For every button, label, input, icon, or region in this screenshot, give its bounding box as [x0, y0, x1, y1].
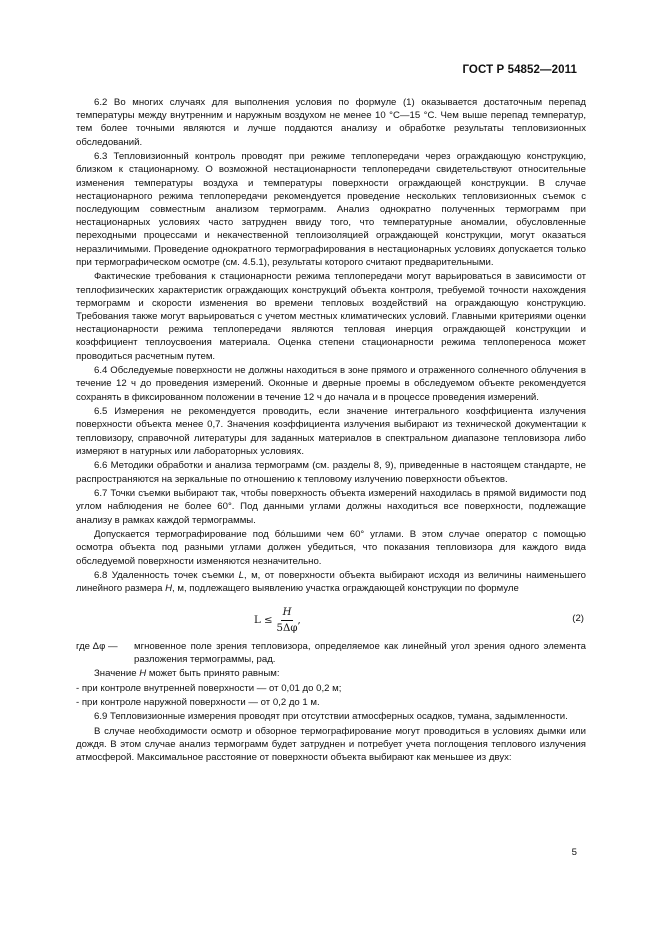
paragraph-6-6: 6.6 Методики обработки и анализа термограмм (см. разделы 8, 9), приведенные в настоящем стандарте, не распространяются на зеркальные по отношению к тепловому излучению поверхности объектов. [76, 460, 586, 485]
h-value-list [76, 682, 586, 709]
page-number: 5 [571, 847, 577, 858]
document-body [76, 96, 586, 766]
paragraph-6-3: 6.3 Тепловизионный контроль проводят при режиме теплопередачи через ограждающую конструкцию, близком к стационарному. О возможной нестационарности теплопередачи свидетельствуют относительные изменения температуры воздуха и температуры поверхности ограждающей конструкции. В случае нестационарного режима теплопередачи рекомендуется проведение нескольких тепловизионных съемок с последующим совместным анализом термограмм. Анализ однократно полученных термограмм при нестационарных условиях часто затруднен ввиду того, что температурные аномалии, обусловленные переходными процессами и некачественной теплоизоляцией ограждающей конструкции, могут оказаться неразличимыми. Проведение однократного термографирования в нестационарных условиях допускается только при термографическом осмотре (см. 4.5.1), результаты которого считают предварительными. [76, 151, 586, 268]
paragraph-6-3-continued: Фактические требования к стационарности режима теплопередачи могут варьироваться в зависимости от теплофизических характеристик ограждающих конструкций объекта контроля, требуемой точности нахождения термограмм и скорости изменения во времени тепловых воздействий на ограждающую конструкцию. Требования также могут варьироваться с учетом местных климатических условий. Главными критериями оценки нестационарности режима теплопередачи являются тепловая инерция ограждающей конструкции и коэффициент теплоусвоения материала. Оценка степени стационарности режима теплопереноса может проводиться расчетным путем. [76, 271, 586, 362]
where-clause [76, 640, 586, 666]
paragraph-6-7: 6.7 Точки съемки выбирают так, чтобы поверхность объекта измерений находилась в прямой видимости под углом наблюдения не более 60°. Под данными углами должны находиться все поверхности, подлежащие анализу в рамках каждой термограммы. [76, 488, 586, 526]
where-lead: где Δφ — [76, 640, 118, 652]
paragraph-6-5: 6.5 Измерения не рекомендуется проводить, если значение интегрального коэффициента излучения поверхности объекта менее 0,7. Значения коэффициента излучения выбирают из технической документации к тепловизору, справочной литературы для заданных материалов в спектральном диапазоне тепловизора либо измеряют в натурных или лабораторных условиях. [76, 406, 586, 457]
formula-fraction [277, 606, 298, 635]
formula-2 [76, 600, 586, 638]
h-value-intro: Значение H может быть принято равным: [94, 668, 280, 680]
formula-expression [254, 606, 301, 635]
paragraph-6-7-continued: Допускается термографирование под бо́льшими чем 60° углами. В этом случае оператор с помощью осмотра объекта под разными углами должен убедиться, что показания тепловизора для каждого вида обследуемой поверхности изменяются незначительно. [76, 529, 586, 567]
variable-H-2: H [139, 668, 147, 680]
formula-numerator: H [281, 606, 294, 621]
paragraph-6-9-continued: В случае необходимости осмотр и обзорное термографирование могут проводиться в условиях дымки или дождя. В этом случае анализ термограмм будет затруднен и потребует учета поглощения теплового излучения атмосферой. Максимальное расстояние от поверхности объекта выбирают как меньшее из двух: [76, 725, 586, 764]
standard-header: ГОСТ Р 54852—2011 [462, 64, 577, 76]
paragraph-6-4: 6.4 Обследуемые поверхности не должны находиться в зоне прямого и отраженного солнечного облучения в течение 12 ч до проведения измерений. Оконные и дверные проемы в обследуемом объекте рекомендуется сохранять в фиксированном положении в течение 12 ч до начала и в процессе проведения измерений. [76, 365, 586, 403]
list-item: - при контроле внутренней поверхности — от 0,01 до 0,2 м; [76, 682, 342, 694]
formula-trail: , [297, 614, 301, 626]
paragraph-6-2: 6.2 Во многих случаях для выполнения условия по формуле (1) оказывается достаточным перепад температуры между внутренним и наружным воздухом не менее 10 °С—15 °С. Чем выше перепад температур, тем более точными являются и лучше поддаются анализу и обработке результаты тепловизионных обследований. [76, 97, 586, 148]
variable-L: L [238, 570, 244, 582]
list-item: - при контроле наружной поверхности — от 0,2 до 1 м. [76, 696, 320, 708]
where-text: мгновенное поле зрения тепловизора, определяемое как линейный угол зрения одного элемента разложения термограммы, рад. [134, 640, 586, 665]
formula-lhs: L ≤ [254, 614, 273, 626]
formula-denominator: 5Δφ [276, 622, 298, 634]
paragraph-6-9: 6.9 Тепловизионные измерения проводят при отсутствии атмосферных осадков, тумана, задымленности. [94, 711, 568, 723]
formula-number: (2) [572, 612, 584, 624]
paragraph-6-8: 6.8 Удаленность точек съемки L, м, от поверхности объекта выбирают исходя из величины наименьшего линейного размера H, м, подлежащего выявлению участка ограждающей конструкции по формуле [76, 570, 586, 595]
variable-H: H [165, 583, 173, 595]
